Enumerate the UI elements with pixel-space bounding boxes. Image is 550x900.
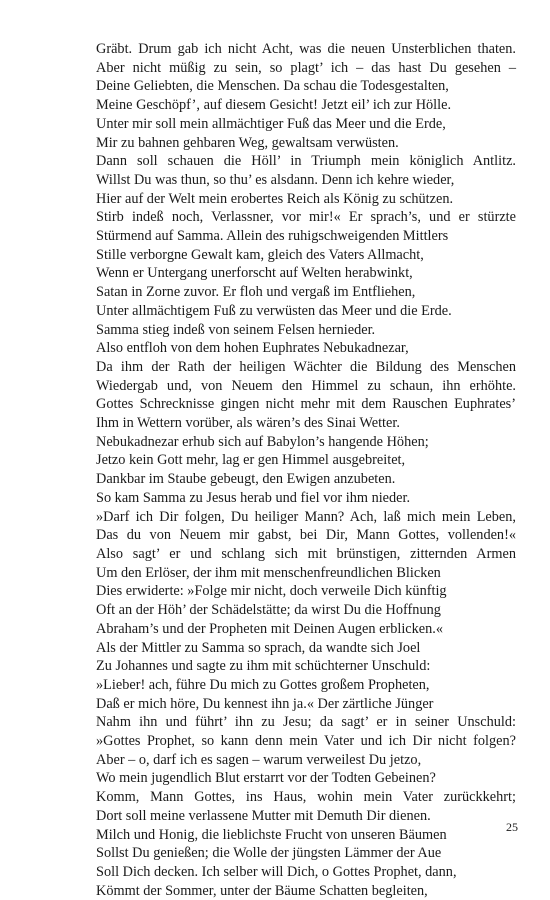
text-line: Milch und Honig, die lieblichste Frucht von unseren Bäumen: [96, 826, 447, 843]
text-line: Komm, Mann Gottes, ins Haus, wohin mein Vater zurückkehrt;: [96, 789, 516, 806]
text-line: Gräbt. Drum gab ich nicht Acht, was die neuen Unsterblichen thaten.: [96, 41, 516, 57]
text-line: Oft an der Höh’ der Schädelstätte; da wirst Du die Hoffnung: [96, 602, 441, 619]
text-line: Stirb indeß noch, Verlassner, vor mir!« Er sprach’s, und er stürzte: [96, 209, 516, 226]
text-line: Das du von Neuem mir gabst, bei Dir, Mann Gottes, vollenden!«: [96, 527, 516, 544]
text-line: Unter mir soll mein allmächtiger Fuß das Meer und die Erde,: [96, 115, 446, 132]
page-number: 25: [506, 820, 518, 834]
text-line: Aber – o, darf ich es sagen – warum verweilest Du jetzo,: [96, 751, 422, 768]
text-line: Als der Mittler zu Samma so sprach, da wandte sich Joel: [96, 639, 421, 656]
text-line: So kam Samma zu Jesus herab und fiel vor ihm nieder.: [96, 489, 411, 506]
text-line: Zu Johannes und sagte zu ihm mit schüchterner Unschuld:: [96, 658, 431, 675]
text-line: Da ihm der Rath der heiligen Wächter die Bildung des Menschen: [96, 358, 516, 375]
text-line: »Darf ich Dir folgen, Du heiliger Mann? Ach, laß mich mein Leben,: [96, 508, 516, 525]
text-line: Wiedergab und, von Neuem den Himmel zu schaun, ihn erhöhte.: [96, 377, 516, 394]
text-line: Also entfloh von dem hohen Euphrates Nebukadnezar,: [96, 340, 409, 357]
text-line: Soll Dich decken. Ich selber will Dich, o Gottes Prophet, dann,: [96, 863, 457, 880]
text-line: Willst Du was thun, so thu’ es alsdann. Denn ich kehre wieder,: [96, 171, 455, 188]
text-line: Dort soll meine verlassene Mutter mit Demuth Dir dienen.: [96, 807, 431, 824]
text-line: Hier auf der Welt mein erobertes Reich als König zu schützen.: [96, 190, 454, 207]
text-line: Jetzo kein Gott mehr, lag er gen Himmel ausgebreitet,: [96, 452, 406, 469]
text-line: Dann soll schauen die Höll’ in Triumph mein königlich Antlitz.: [96, 153, 516, 170]
text-line: Dies erwiderte: »Folge mir nicht, doch verweile Dich künftig: [96, 583, 447, 600]
text-line: Abraham’s und der Propheten mit Deinen Augen erblicken.«: [96, 620, 444, 637]
text-line: »Gottes Prophet, so kann denn mein Vater und ich Dir nicht folgen?: [96, 733, 516, 750]
text-line: Aber nicht müßig zu sein, so plagt’ ich – das hast Du gesehen –: [96, 59, 516, 76]
text-line: »Lieber! ach, führe Du mich zu Gottes großem Propheten,: [96, 676, 430, 693]
text-line: Wenn er Untergang unerforscht auf Welten herabwinkt,: [96, 265, 413, 282]
text-line: Nebukadnezar erhub sich auf Babylon’s hangende Höhen;: [96, 433, 429, 450]
text-line: Sollst Du genießen; die Wolle der jüngsten Lämmer der Aue: [96, 845, 442, 862]
text-line: Deine Geliebten, die Menschen. Da schau die Todesgestalten,: [96, 78, 449, 95]
text-line: Ihm in Wettern vorüber, als wären’s des Sinai Wetter.: [96, 415, 400, 432]
text-line: Nahm ihn und führt’ ihn zu Jesu; da sagt’ er in seiner Unschuld:: [96, 714, 516, 731]
text-line: Also sagt’ er und schlang sich mit brünstigen, zitternden Armen: [96, 545, 516, 562]
text-line: Meine Geschöpf’, auf diesem Gesicht! Jetzt eil’ ich zur Hölle.: [96, 97, 452, 114]
text-line: Kömmt der Sommer, unter der Bäume Schatten begleiten,: [96, 882, 428, 899]
text-line: Um den Erlöser, der ihm mit menschenfreundlichen Blicken: [96, 564, 441, 581]
text-line: Gottes Schrecknisse gingen nicht mehr mit dem Rauschen Euphrates’: [96, 396, 516, 413]
text-line: Satan in Zorne zuvor. Er floh und vergaß im Entfliehen,: [96, 284, 416, 301]
text-line: Dankbar im Staube gebeugt, den Ewigen anzubeten.: [96, 471, 396, 488]
text-line: Daß er mich höre, Du kennest ihn ja.« Der zärtliche Jünger: [96, 695, 434, 712]
text-line: Wo mein jugendlich Blut erstarrt vor der Todten Gebeinen?: [96, 770, 436, 787]
poem-text-block: [96, 40, 516, 900]
text-line: Stürmend auf Samma. Allein des ruhigschweigenden Mittlers: [96, 228, 449, 245]
text-line: Mir zu bahnen gehbaren Weg, gewaltsam verwüsten.: [96, 134, 399, 151]
text-line: Unter allmächtigem Fuß zu verwüsten das Meer und die Erde.: [96, 302, 452, 319]
text-line: Stille verborgne Gewalt kam, gleich des Vaters Allmacht,: [96, 246, 424, 263]
text-line: Samma stieg indeß von seinem Felsen hernieder.: [96, 321, 376, 338]
